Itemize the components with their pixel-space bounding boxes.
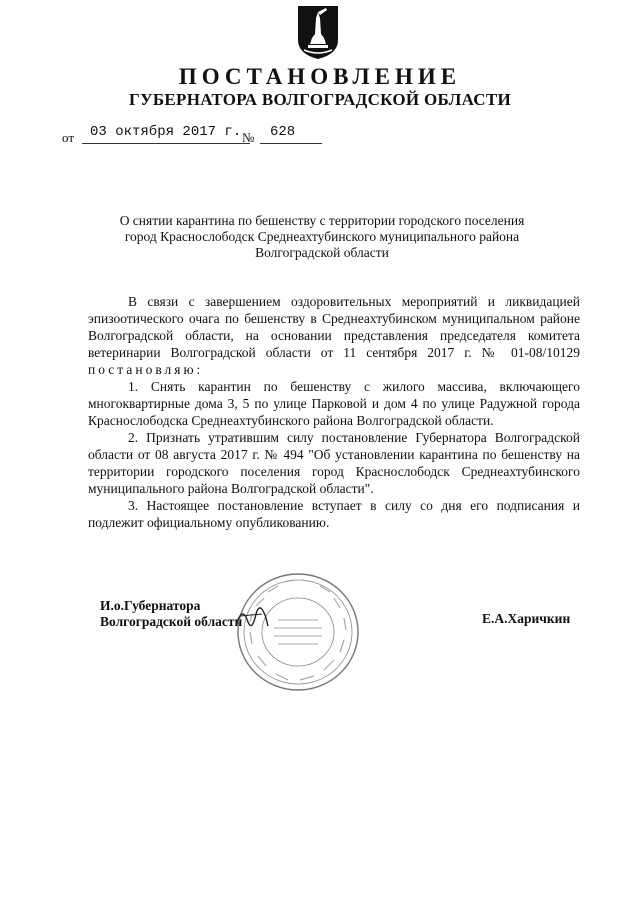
item-1: 1. Снять карантин по бешенству с жилого массива, включающего многоквартирные дома 3, 5 по улице Парковой и дом 4 по улице Радужной города Краснослободска Среднеахтубинского района Волгоградской области. [88,379,580,428]
signatory-name: Е.А.Харичкин [482,611,571,626]
document-number: 628 [270,124,296,140]
position-line-2: Волгоградской области [100,614,243,629]
item-2: 2. Признать утратившим силу постановление Губернатора Волгоградской области от 08 августа 2017 г. № 494 "Об установлении карантина по бешенству на территории городского поселения город Краснослободск Среднеахтубинского муниципального района Волгоградской области". [88,430,580,496]
number-label: № [242,130,255,145]
document-body [88,293,580,531]
volgograd-coat-of-arms-icon [296,4,340,60]
decree-word: постановляю: [88,362,204,377]
document-issuer: ГУБЕРНАТОРА ВОЛГОГРАДСКОЙ ОБЛАСТИ [128,90,512,109]
number-underline [260,143,322,144]
document-date: 03 октября 2017 г. [90,124,242,140]
subject-line-1: О снятии карантина по бешенству с территории городского поселения [119,213,525,228]
signatory-position [100,598,242,630]
date-number-line [62,124,332,148]
subject-line-2: город Краснослободск Среднеахтубинского муниципального района [124,229,520,244]
document-subject [92,213,552,261]
item-3: 3. Настоящее постановление вступает в силу со дня его подписания и подлежит официальному опубликованию. [88,498,580,530]
handwritten-signature-icon [232,596,272,636]
position-line-1: И.о.Губернатора [100,598,201,613]
document-title: ПОСТАНОВЛЕНИЕ [178,64,462,89]
preamble-text: В связи с завершением оздоровительных мероприятий и ликвидацией эпизоотического очага по бешенству в Среднеахтубинском муниципальном районе Волгоградской области, на основании представления председателя комитета ветеринарии Волгоградской области от 11 сентября 2017 г. № 01-08/10129 [88,294,580,360]
preamble-paragraph [88,293,580,378]
date-prefix: от [62,130,75,145]
date-underline [82,143,250,144]
subject-line-3: Волгоградской области [255,245,389,260]
